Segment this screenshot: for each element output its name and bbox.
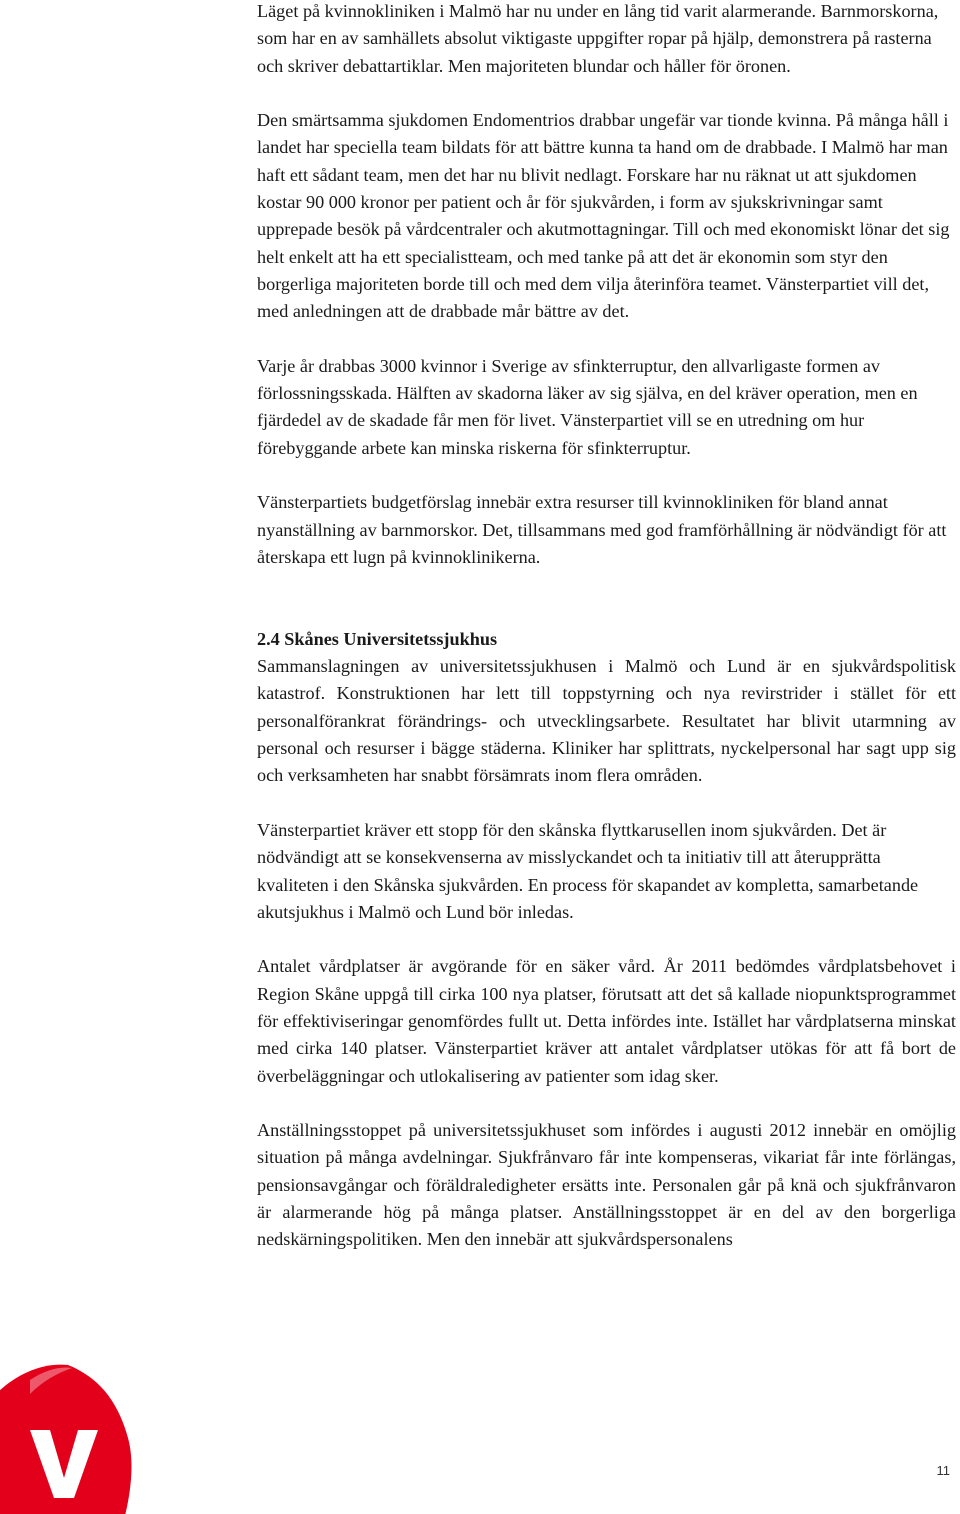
section-spacer [257, 599, 956, 626]
paragraph-anstallningsstopp: Anställningsstoppet på universitetssjukhuset som infördes i augusti 2012 innebär en omöjlig situation på många avdelningar. Sjukfrånvaro får inte kompenseras, vikariat får inte förlängas, pensionsavgångar och föräldraledigheter ersätts inte. Personalen går på knä och sjukfrånvaron är alarmerande hög på många platser. Anställningsstoppet är en del av den borgerliga nedskärningspolitiken. Men den innebär att sjukvårdspersonalens [257, 1120, 956, 1250]
party-logo [0, 1360, 160, 1514]
paragraph-budgetforslag: Vänsterpartiets budgetförslag innebär extra resurser till kvinnokliniken för bland annat nyanställning av barnmorskor. Det, tillsammans med god framförhållning är nödvändigt för att återskapa ett lugn på kvinnoklinikerna. [257, 492, 947, 567]
paragraph-sammanslagningen: Sammanslagningen av universitetssjukhusen i Malmö och Lund är en sjukvårdspolitisk katastrof. Konstruktionen har lett till toppstyrning och nya revirstrider i stället för ett personalförankrat förändrings- och utvecklingsarbete. Resultatet har blivit utarmning av personal och resurser i bägge städerna. Kliniker har splittrats, nyckelpersonal har sagt upp sig och verksamheten har snabbt försämrats inom flera områden. [257, 656, 956, 786]
document-body [257, 0, 956, 1254]
section-heading: 2.4 Skånes Universitetssjukhus [257, 628, 498, 649]
page-number: 11 [936, 1463, 950, 1478]
paragraph-flyttkarusellen: Vänsterpartiet kräver ett stopp för den skånska flyttkarusellen inom sjukvården. Det är nödvändigt att se konsekvenserna av misslyckandet och ta initiativ till att återupprätta kvaliteten i den Skånska sjukvården. En process för skapandet av kompletta, samarbetande akutsjukhus i Malmö och Lund bör inledas. [257, 819, 919, 922]
paragraph-endometrios: Den smärtsamma sjukdomen Endomentrios drabbar ungefär var tionde kvinna. På många håll i landet har speciella team bildats för att bättre kunna ta hand om de drabbade. I Malmö har man haft ett sådant team, men det har nu blivit nedlagt. Forskare har nu räknat ut att sjukdomen kostar 90 000 kronor per patient och år för sjukvården, i form av sjukskrivningar samt upprepade besök på vårdcentraler och akutmottagningar. Till och med ekonomiskt lönar det sig helt enkelt att ha ett specialistteam, och med tanke på att det är ekonomin som styr den borgerliga majoriteten borde till och med dem vilja återinföra teamet. Vänsterpartiet vill det, med anledningen att de drabbade mår bättre av det. [257, 110, 950, 322]
paragraph-kvinnokliniken: Läget på kvinnokliniken i Malmö har nu under en lång tid varit alarmerande. Barnmorskorna, som har en av samhällets absolut viktigaste uppgifter ropar på hjälp, demonstrera på rasterna och skriver debattartiklar. Men majoriteten blundar och håller för öronen. [257, 1, 939, 76]
paragraph-vardplatser: Antalet vårdplatser är avgörande för en säker vård. År 2011 bedömdes vårdplatsbehovet i Region Skåne uppgå till cirka 100 nya platser, förutsatt att det så kallade niopunktsprogrammet för effektiviseringar genomfördes fullt ut. Detta infördes inte. Istället har vårdplatserna minskat med cirka 140 platser. Vänsterpartiet kräver att antalet vårdplatser utökas för att få bort de överbeläggningar och utlokalisering av patienter som idag sker. [257, 956, 956, 1086]
paragraph-sfinkterruptur: Varje år drabbas 3000 kvinnor i Sverige av sfinkterruptur, den allvarligaste formen av förlossningsskada. Hälften av skadorna läker av sig själva, en del kräver operation, men en fjärdedel av de skadade får men för livet. Vänsterpartiet vill se en utredning om hur förebyggande arbete kan minska riskerna för sfinkterruptur. [257, 355, 918, 458]
